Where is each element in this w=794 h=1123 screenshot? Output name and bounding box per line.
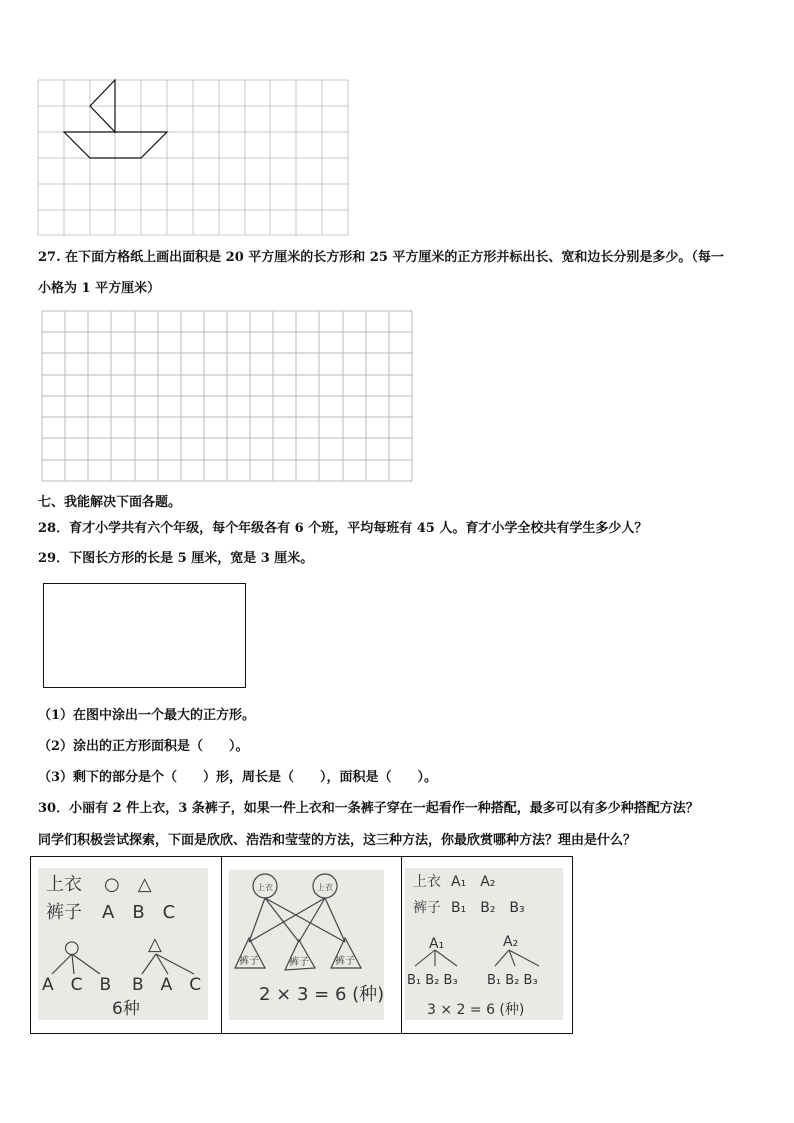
q29-sub2: （2）涂出的正方形面积是（ ）。	[38, 739, 249, 754]
m3-row2-items: B₁ B₂ B₃	[451, 900, 525, 916]
m2-result: 2 × 3 = 6 (种)	[259, 984, 385, 1005]
boat-grid	[38, 80, 350, 237]
q30-line2: 同学们积极尝试探索，下面是欣欣、浩浩和莹莹的方法，这三种方法，你最欣赏哪种方法？理由是什么？	[38, 833, 637, 848]
m3-root2: A₂	[503, 934, 519, 950]
m1-tree1-leaves: A C B	[42, 975, 112, 995]
method-3-photo	[405, 868, 563, 1020]
section-heading: 七、我能解决下面各题。	[38, 495, 182, 510]
q29-sub3: （3）剩下的部分是个（ ）形，周长是（ ），面积是（ ）。	[38, 770, 438, 785]
m1-row2-label: 裤子	[46, 902, 82, 923]
m1-row1-symbols: ○ △	[104, 874, 152, 895]
q30-line1: 30．小丽有 2 件上衣，3 条裤子，如果一件上衣和一条裤子穿在一起看作一种搭配，最多可以有多少种搭配方法？	[38, 801, 699, 816]
m3-row1-label: 上衣	[413, 874, 441, 890]
m1-tree2-leaves: B A C	[132, 975, 202, 995]
method-1-photo	[38, 868, 208, 1020]
q28-text: 28．育才小学共有六个年级，每个年级各有 6 个班，平均每班有 45 人。育才小学全校共有学生多少人？	[38, 521, 648, 536]
q27-line1: 27. 在下面方格纸上画出面积是 20 平方厘米的长方形和 25 平方厘米的正方形并标出长、宽和边长分别是多少。（每一	[38, 250, 724, 265]
m3-result: 3 × 2 = 6 (种)	[427, 1002, 525, 1018]
m1-result: 6种	[112, 999, 140, 1019]
m3-row1-items: A₁ A₂	[451, 874, 496, 890]
m2-top1: 上衣	[257, 883, 273, 892]
m3-leaves1: B₁ B₂ B₃	[407, 973, 458, 988]
m1-row1-label: 上衣	[46, 874, 82, 895]
q29-rectangle	[43, 583, 246, 688]
m3-leaves2: B₁ B₂ B₃	[487, 973, 538, 988]
m3-row2-label: 裤子	[413, 900, 441, 916]
m1-row2-symbols: A B C	[102, 902, 176, 923]
q29-text: 29．下图长方形的长是 5 厘米，宽是 3 厘米。	[38, 551, 314, 566]
m1-tree2-root: △	[148, 934, 162, 955]
q27-line2: 小格为 1 平方厘米）	[38, 281, 161, 296]
m2-bot2: 裤子	[289, 957, 309, 968]
q29-sub1: （1）在图中涂出一个最大的正方形。	[38, 708, 256, 723]
m2-bot3: 裤子	[335, 956, 355, 967]
m2-top2: 上衣	[317, 883, 333, 892]
method-2-photo	[229, 870, 384, 1020]
q27-grid-paper	[42, 311, 414, 483]
m2-bot1: 裤子	[239, 956, 259, 967]
m3-root1: A₁	[429, 936, 445, 952]
m1-tree1-root: ○	[64, 937, 80, 958]
